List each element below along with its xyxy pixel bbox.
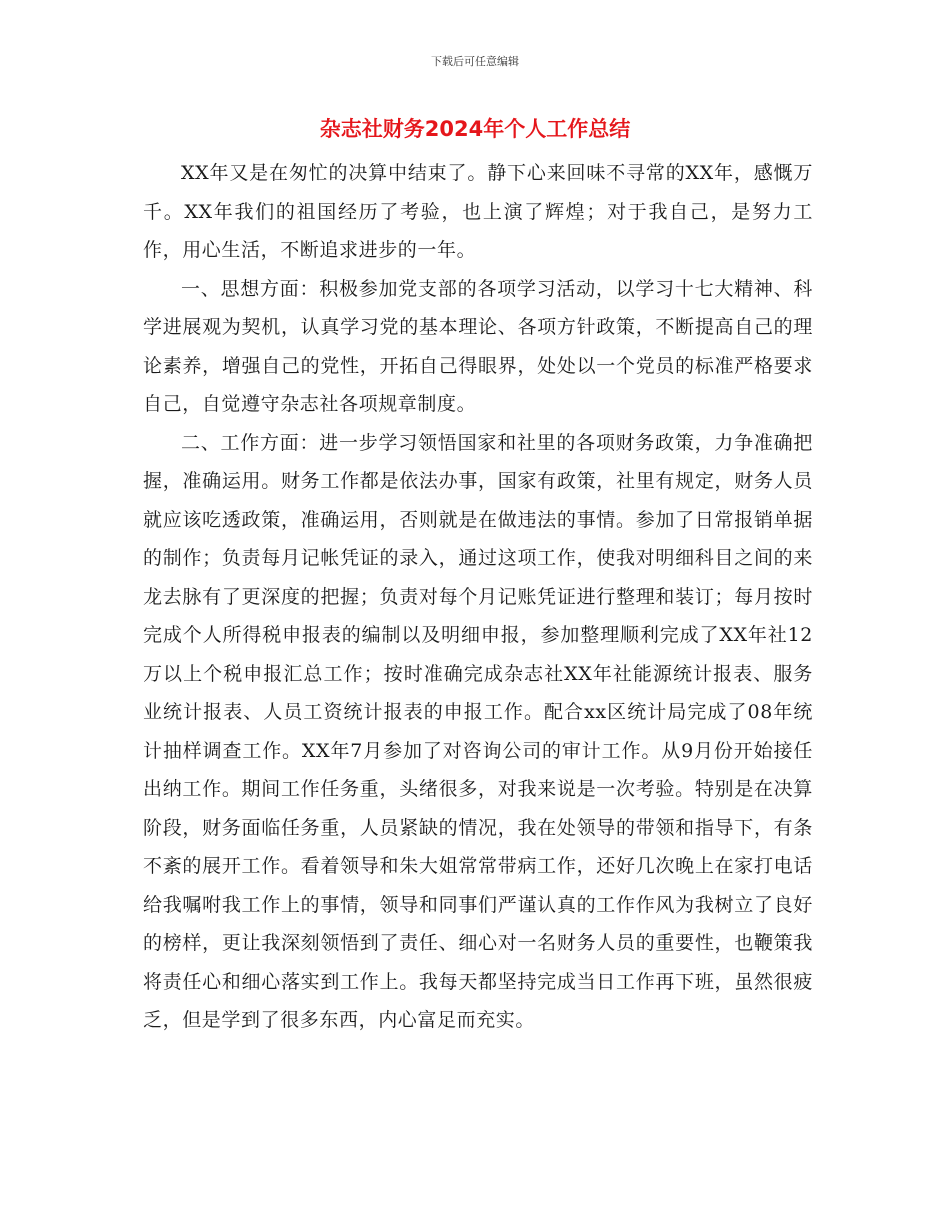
header-note: 下载后可任意编辑 <box>431 55 519 68</box>
paragraph-work: 二、工作方面：进一步学习领悟国家和社里的各项财务政策，力争准确把握，准确运用。财务工作都是依法办事，国家有政策，社里有规定，财务人员就应该吃透政策，准确运用，否则就是在做违法的事情。参加了日常报销单据的制作；负责每月记帐凭证的录入，通过这项工作，使我对明细科目之间的来龙去脉有了更深度的把握；负责对每个月记账凭证进行整理和装订；每月按时完成个人所得税申报表的编制以及明细申报，参加整理顺利完成了XX年社12万以上个税申报汇总工作；按时准确完成杂志社XX年社能源统计报表、服务业统计报表、人员工资统计报表的申报工作。配合xx区统计局完成了08年统计抽样调查工作。XX年7月参加了对咨询公司的审计工作。从9月份开始接任出纳工作。期间工作任务重，头绪很多，对我来说是一次考验。特别是在决算阶段，财务面临任务重，人员紧缺的情况，我在处领导的带领和指导下，有条不紊的展开工作。看着领导和朱大姐常常带病工作，还好几次晚上在家打电话给我嘱咐我工作上的事情，领导和同事们严谨认真的工作作风为我树立了良好的榜样，更让我深刻领悟到了责任、细心对一名财务人员的重要性，也鞭策我将责任心和细心落实到工作上。我每天都坚持完成当日工作再下班，虽然很疲乏，但是学到了很多东西，内心富足而充实。 <box>143 431 813 1031</box>
document-title: 杂志社财务2024年个人工作总结 <box>319 117 631 141</box>
document-body <box>143 154 813 1040</box>
paragraph-intro: XX年又是在匆忙的决算中结束了。静下心来回味不寻常的XX年，感慨万千。XX年我们的祖国经历了考验，也上演了辉煌；对于我自己，是努力工作，用心生活，不断追求进步的一年。 <box>143 162 813 261</box>
paragraph-ideology: 一、思想方面：积极参加党支部的各项学习活动，以学习十七大精神、科学进展观为契机，认真学习党的基本理论、各项方针政策，不断提高自己的理论素养，增强自己的党性，开拓自己得眼界，处处以一个党员的标准严格要求自己，自觉遵守杂志社各项规章制度。 <box>143 277 813 415</box>
